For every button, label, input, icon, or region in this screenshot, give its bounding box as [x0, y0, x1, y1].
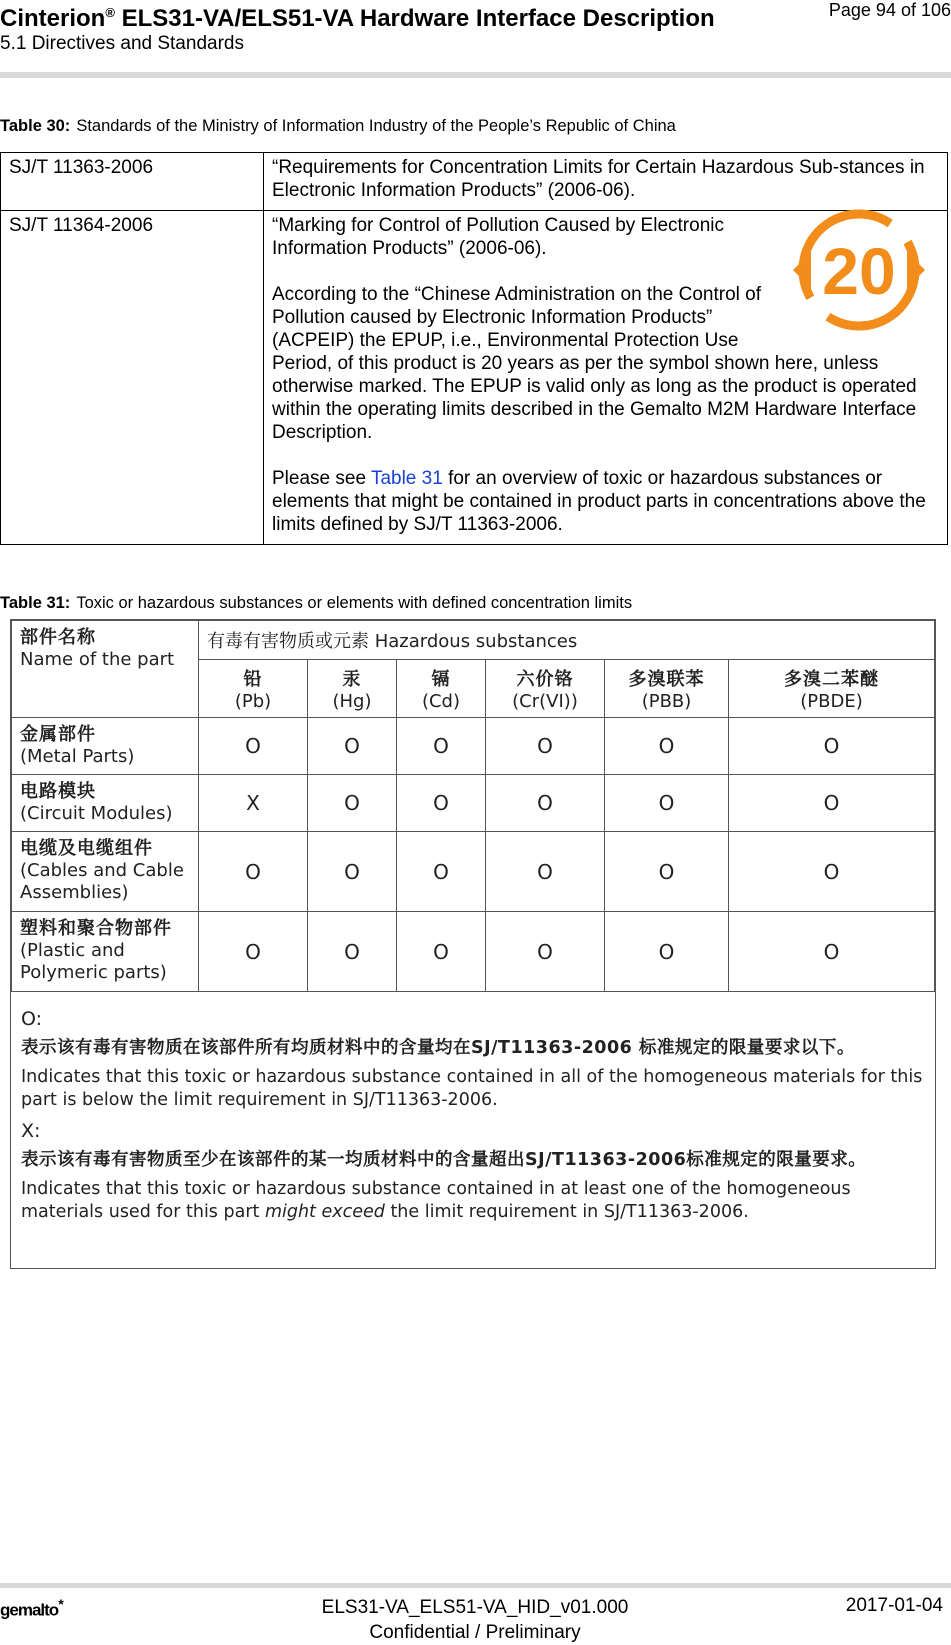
substance-mark: O	[308, 718, 397, 775]
marking-paragraph: “Marking for Control of Pollution Caused by Electronic Information Products” (2006-06).	[272, 215, 724, 259]
note-x-chinese: 表示该有毒有害物质至少在该部件的某一均质材料中的含量超出SJ/T11363-2006标准规定的限量要求。	[21, 1150, 867, 1170]
table30	[0, 152, 948, 545]
table-row	[1, 211, 948, 545]
substance-header: 多溴联苯 (PBB)	[605, 660, 729, 718]
document-id: ELS31-VA_ELS51-VA_HID_v01.000	[321, 1597, 629, 1618]
table-row	[1, 153, 948, 211]
standard-code: SJ/T 11363-2006	[1, 153, 264, 211]
substance-header: 镉 (Cd)	[397, 660, 486, 718]
standard-code: SJ/T 11364-2006	[1, 211, 264, 545]
standard-description	[264, 211, 948, 545]
note-o-english: Indicates that this toxic or hazardous substance contained in all of the homogeneous materials for this part is below the limit requirement in SJ/T11363-2006.	[21, 1067, 923, 1110]
substance-mark: O	[486, 832, 605, 912]
substance-mark: O	[729, 912, 935, 992]
substance-mark: O	[397, 775, 486, 832]
document-date: 2017-01-04	[845, 1595, 943, 1616]
table31-image	[10, 619, 936, 1269]
substance-mark: O	[397, 718, 486, 775]
hazard-header: 有毒有害物质或元素 Hazardous substances	[199, 621, 935, 660]
part-name: 电缆及电缆组件 (Cables and Cable Assemblies)	[12, 832, 199, 912]
substance-mark: O	[308, 912, 397, 992]
substance-header: 铅 (Pb)	[199, 660, 308, 718]
footer-divider	[0, 1583, 951, 1588]
substance-mark: O	[486, 912, 605, 992]
table-row	[12, 912, 935, 992]
substance-header: 多溴二苯醚 (PBDE)	[729, 660, 935, 718]
brand-logo: gemalto*	[0, 1597, 63, 1620]
substance-mark: O	[729, 775, 935, 832]
table-row	[12, 718, 935, 775]
part-name-header: 部件名称 Name of the part	[12, 621, 199, 718]
substance-mark: O	[397, 912, 486, 992]
substance-mark: O	[729, 832, 935, 912]
table30-caption: Table 30: Standards of the Ministry of Information Industry of the People’s Republic of China	[0, 117, 676, 135]
table31-link[interactable]: Table 31	[370, 468, 443, 489]
standard-description: “Requirements for Concentration Limits for Certain Hazardous Sub-stances in Electronic Information Products” (2006-06).	[264, 153, 948, 211]
substance-mark: O	[397, 832, 486, 912]
table31-notes	[11, 992, 935, 1238]
substance-mark: O	[605, 832, 729, 912]
epup-paragraph: According to the “Chinese Administration on the Control of Pollution caused by Electronic Information Products” (ACPEIP) the EPUP, i.e., Environmental Protection Use Period, of this product is 20 years as per the symbol shown here, unless otherwise marked. The EPUP is valid only as long as the product is operated within the operating limits described in the Gemalto M2M Hardware Interface Description.	[272, 284, 917, 443]
table-row	[12, 832, 935, 912]
substance-mark: O	[486, 775, 605, 832]
substance-mark: O	[605, 775, 729, 832]
header-divider	[0, 72, 951, 78]
substance-mark: X	[199, 775, 308, 832]
part-name: 塑料和聚合物部件 (Plastic and Polymeric parts)	[12, 912, 199, 992]
page-number: Page 94 of 106	[828, 0, 951, 20]
note-o-symbol: O:	[21, 1008, 43, 1030]
table-row	[12, 775, 935, 832]
logo-number: 20	[822, 234, 896, 308]
substance-mark: O	[605, 718, 729, 775]
reference-paragraph: Please see Table 31 for an overview of toxic or hazardous substances or elements that might be contained in product parts in concentrations above the limits defined by SJ/T 11363-2006.	[272, 468, 926, 535]
part-name: 电路模块 (Circuit Modules)	[12, 775, 199, 832]
substance-mark: O	[199, 912, 308, 992]
page-header	[0, 0, 951, 82]
substance-mark: O	[308, 775, 397, 832]
table31	[11, 620, 935, 992]
document-title: Cinterion® ELS31-VA/ELS51-VA Hardware Interface Description	[0, 5, 715, 32]
substance-mark: O	[199, 832, 308, 912]
epup-20-logo-icon	[789, 206, 939, 336]
table31-caption: Table 31: Toxic or hazardous substances or elements with defined concentration limits	[0, 594, 633, 612]
footer-document-info	[300, 1595, 650, 1645]
substance-header: 汞 (Hg)	[308, 660, 397, 718]
note-o-chinese: 表示该有毒有害物质在该部件所有均质材料中的含量均在SJ/T11363-2006 标准规定的限量要求以下。	[21, 1038, 855, 1058]
confidentiality-label: Confidential / Preliminary	[369, 1622, 581, 1643]
substance-mark: O	[729, 718, 935, 775]
part-name: 金属部件 (Metal Parts)	[12, 718, 199, 775]
substance-mark: O	[308, 832, 397, 912]
section-heading: 5.1 Directives and Standards	[0, 33, 244, 54]
substance-mark: O	[199, 718, 308, 775]
substance-mark: O	[486, 718, 605, 775]
table-header-row	[12, 621, 935, 660]
note-x-symbol: X:	[21, 1120, 41, 1142]
substance-header: 六价铬 (Cr(VI))	[486, 660, 605, 718]
note-x-english: Indicates that this toxic or hazardous substance contained in at least one of the homogeneous materials used for this part might exceed the limit requirement in SJ/T11363-2006.	[21, 1179, 851, 1222]
substance-mark: O	[605, 912, 729, 992]
